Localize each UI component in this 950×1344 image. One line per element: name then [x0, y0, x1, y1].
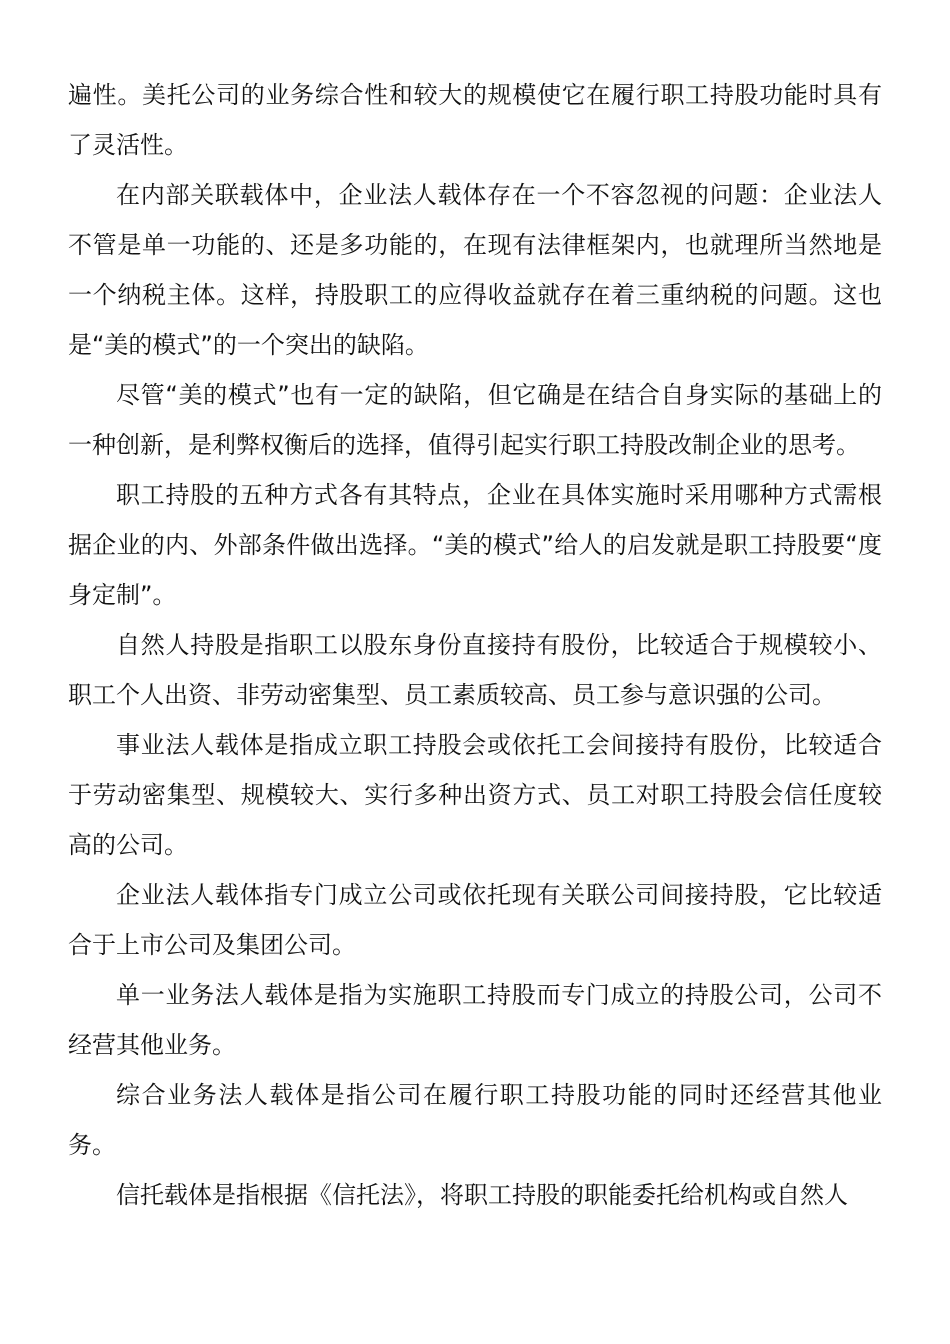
paragraph-2: 在内部关联载体中，企业法人载体存在一个不容忽视的问题：企业法人不管是单一功能的、还是多功能的，在现有法律框架内，也就理所当然地是一个纳税主体。这样，持股职工的应得收益就存在着三重纳税的问题。这也是“美的模式”的一个突出的缺陷。 [68, 181, 882, 359]
paragraph-1: 遍性。美托公司的业务综合性和较大的规模使它在履行职工持股功能时具有了灵活性。 [68, 81, 882, 159]
paragraph-5: 自然人持股是指职工以股东身份直接持有股份，比较适合于规模较小、职工个人出资、非劳动密集型、员工素质较高、员工参与意识强的公司。 [68, 631, 882, 709]
paragraph-3: 尽管“美的模式”也有一定的缺陷，但它确是在结合自身实际的基础上的一种创新，是利弊权衡后的选择，值得引起实行职工持股改制企业的思考。 [68, 381, 882, 459]
paragraph-8: 单一业务法人载体是指为实施职工持股而专门成立的持股公司，公司不经营其他业务。 [68, 981, 882, 1059]
paragraph-7: 企业法人载体指专门成立公司或依托现有关联公司间接持股，它比较适合于上市公司及集团公司。 [68, 881, 882, 959]
paragraph-6: 事业法人载体是指成立职工持股会或依托工会间接持有股份，比较适合于劳动密集型、规模较大、实行多种出资方式、员工对职工持股会信任度较高的公司。 [68, 731, 882, 859]
paragraph-9: 综合业务法人载体是指公司在履行职工持股功能的同时还经营其他业务。 [68, 1081, 882, 1159]
paragraph-4: 职工持股的五种方式各有其特点，企业在具体实施时采用哪种方式需根据企业的内、外部条件做出选择。“美的模式”给人的启发就是职工持股要“度身定制”。 [68, 481, 882, 609]
paragraph-10: 信托载体是指根据《信托法》，将职工持股的职能委托给机构或自然人 [116, 1181, 848, 1209]
